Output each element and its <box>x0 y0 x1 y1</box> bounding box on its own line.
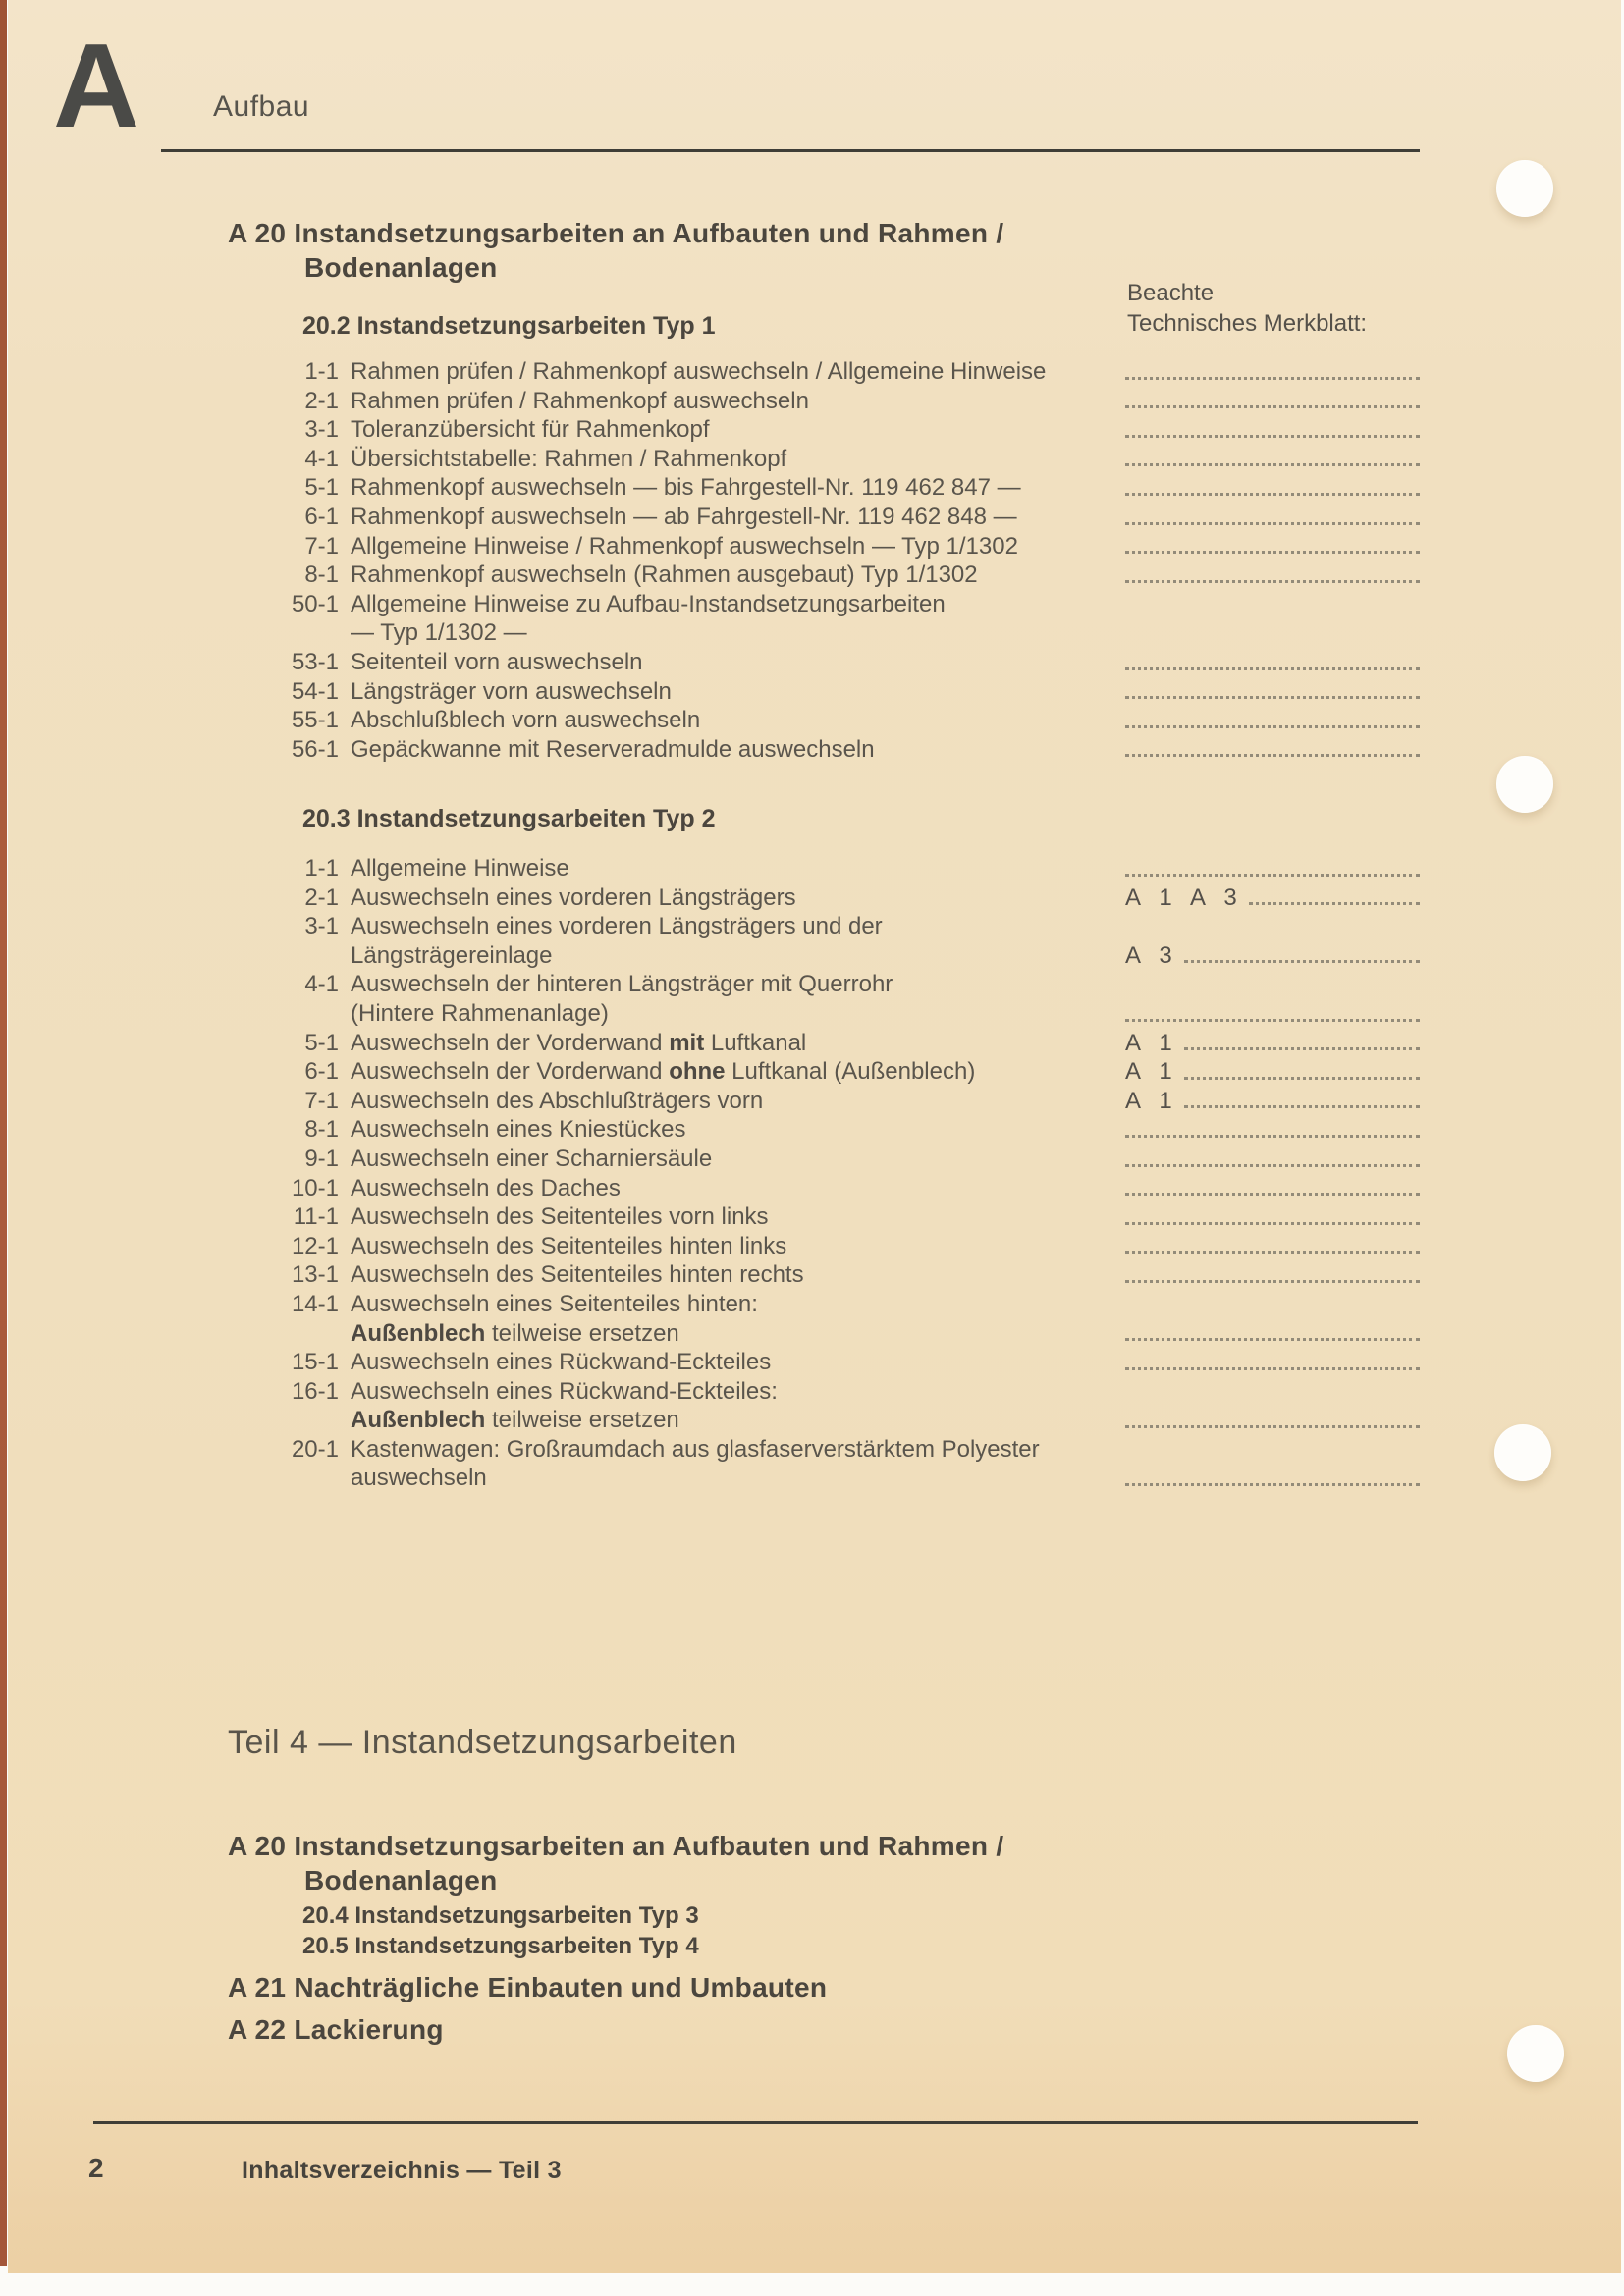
toc-item <box>351 999 1420 1029</box>
item-number: 5-1 <box>304 1029 339 1056</box>
toc-item <box>291 1174 1420 1203</box>
dotted-leader <box>1125 1193 1420 1196</box>
dotted-leader <box>1184 1047 1420 1050</box>
toc-item <box>351 618 1420 648</box>
toc-item <box>304 1115 1420 1145</box>
item-number: 11-1 <box>293 1203 339 1231</box>
item-number: 1-1 <box>304 358 339 385</box>
item-text: Übersichtstabelle: Rahmen / Rahmenkopf <box>351 445 787 472</box>
leader-column <box>1125 1464 1420 1493</box>
part4-a20-heading-line2: Bodenanlagen <box>304 1864 498 1896</box>
item-text: Rahmen prüfen / Rahmenkopf auswechseln <box>351 387 809 414</box>
leader-column <box>1125 854 1420 883</box>
merkblatt-ref: A 1 <box>1125 1087 1174 1114</box>
toc-item <box>304 883 1420 913</box>
toc-item <box>304 1087 1420 1116</box>
item-number: 50-1 <box>291 590 339 617</box>
toc-item <box>304 503 1420 532</box>
leader-column <box>1125 561 1420 590</box>
toc-item <box>304 1057 1420 1087</box>
item-number: 2-1 <box>304 883 339 911</box>
item-text: auswechseln <box>351 1465 487 1492</box>
leader-column <box>1125 1087 1420 1116</box>
toc-item <box>291 1435 1420 1465</box>
leader-column <box>1125 883 1420 913</box>
item-number: 8-1 <box>304 1116 339 1144</box>
item-number: 56-1 <box>291 735 339 763</box>
leader-column <box>1125 999 1420 1029</box>
dotted-leader <box>1125 725 1420 728</box>
subsection-202-title: 20.2 Instandsetzungsarbeiten Typ 1 <box>302 312 716 340</box>
toc-item <box>304 1145 1420 1174</box>
item-text: Auswechseln des Daches <box>351 1174 621 1201</box>
leader-column <box>1125 415 1420 445</box>
punch-hole <box>1494 1424 1551 1481</box>
toc-item <box>351 1319 1420 1349</box>
item-number: 55-1 <box>291 707 339 734</box>
item-text: Auswechseln einer Scharniersäule <box>351 1145 713 1172</box>
dotted-leader <box>1125 1019 1420 1022</box>
leader-column <box>1125 445 1420 474</box>
chapter-label: Aufbau <box>213 90 310 123</box>
item-number: 4-1 <box>304 971 339 998</box>
toc-item <box>293 1202 1420 1232</box>
toc-item <box>351 941 1420 971</box>
item-text: (Hintere Rahmenanlage) <box>351 999 609 1027</box>
toc-item <box>304 357 1420 387</box>
item-number: 8-1 <box>304 561 339 589</box>
item-text: Auswechseln eines vorderen Längsträgers und der <box>351 913 883 940</box>
dotted-leader <box>1125 1251 1420 1254</box>
toc-list-typ2 <box>291 854 1420 1493</box>
item-text: Gepäckwanne mit Reserveradmulde auswechseln <box>351 735 875 763</box>
leader-column <box>1125 387 1420 416</box>
item-number: 5-1 <box>304 474 339 502</box>
leader-column <box>1125 1057 1420 1087</box>
toc-item <box>291 1377 1420 1407</box>
item-text: Außenblech teilweise ersetzen <box>351 1407 679 1434</box>
item-number: 4-1 <box>304 445 339 472</box>
item-number: 15-1 <box>291 1349 339 1376</box>
part4-a20-heading <box>228 1830 1003 1897</box>
leader-column <box>1125 1348 1420 1377</box>
item-text: Auswechseln eines Kniestückes <box>351 1116 686 1144</box>
toc-item <box>304 445 1420 474</box>
item-text: — Typ 1/1302 — <box>351 619 527 647</box>
section-a20-heading-line2: Bodenanlagen <box>304 251 498 283</box>
leader-column <box>1125 1202 1420 1232</box>
toc-item <box>304 561 1420 590</box>
item-number: 6-1 <box>304 503 339 530</box>
merkblatt-ref: A 1 <box>1125 1029 1174 1056</box>
part4-title: Teil 4 — Instandsetzungsarbeiten <box>228 1724 737 1761</box>
item-number: 14-1 <box>291 1290 339 1317</box>
chapter-letter: A <box>53 19 140 152</box>
toc-item <box>291 1260 1420 1290</box>
toc-item <box>351 1464 1420 1493</box>
item-text: Auswechseln eines Rückwand-Eckteiles <box>351 1349 772 1376</box>
leader-column <box>1125 1145 1420 1174</box>
toc-item <box>291 648 1420 677</box>
leader-column <box>1125 1029 1420 1058</box>
dotted-leader <box>1125 551 1420 554</box>
item-number: 53-1 <box>291 648 339 675</box>
item-text: Auswechseln eines Rückwand-Eckteiles: <box>351 1377 778 1405</box>
item-text: Rahmen prüfen / Rahmenkopf auswechseln / Allgemeine Hinweise <box>351 358 1047 385</box>
item-text: Längsträgereinlage <box>351 941 553 969</box>
item-text: Auswechseln der Vorderwand mit Luftkanal <box>351 1029 807 1056</box>
item-text: Abschlußblech vorn auswechseln <box>351 707 701 734</box>
item-number: 16-1 <box>291 1377 339 1405</box>
toc-item <box>304 387 1420 416</box>
merkblatt-ref: A 3 <box>1125 941 1174 969</box>
leader-column <box>1125 706 1420 735</box>
punch-hole <box>1507 2025 1564 2082</box>
section-a22-heading: A 22 Lackierung <box>228 2014 444 2045</box>
item-text: Rahmenkopf auswechseln — ab Fahrgestell-Nr. 119 462 848 — <box>351 503 1017 530</box>
item-number: 54-1 <box>291 677 339 705</box>
item-number: 20-1 <box>291 1435 339 1463</box>
item-number: 1-1 <box>304 855 339 881</box>
dotted-leader <box>1125 580 1420 583</box>
item-number: 10-1 <box>291 1174 339 1201</box>
merkblatt-ref: A 1 A 3 <box>1125 883 1239 911</box>
dotted-leader <box>1125 1164 1420 1167</box>
dotted-leader <box>1125 1280 1420 1283</box>
item-number: 2-1 <box>304 387 339 414</box>
toc-item <box>291 1348 1420 1377</box>
leader-column <box>1125 677 1420 707</box>
subsection-204-title: 20.4 Instandsetzungsarbeiten Typ 3 <box>302 1902 699 1929</box>
item-text: Auswechseln der Vorderwand ohne Luftkanal (Außenblech) <box>351 1058 976 1086</box>
item-number: 6-1 <box>304 1058 339 1086</box>
dotted-leader <box>1125 435 1420 438</box>
leader-column <box>1125 503 1420 532</box>
dotted-leader <box>1125 377 1420 380</box>
item-text: Auswechseln der hinteren Längsträger mit Querrohr <box>351 971 893 998</box>
item-text: Allgemeine Hinweise <box>351 855 569 881</box>
leader-column <box>1125 1232 1420 1261</box>
merkblatt-note-line1: Beachte <box>1127 280 1215 306</box>
header-rule <box>161 149 1420 152</box>
dotted-leader <box>1125 696 1420 699</box>
toc-item <box>304 912 1420 941</box>
item-number: 7-1 <box>304 532 339 560</box>
dotted-leader <box>1125 1135 1420 1138</box>
leader-column <box>1125 357 1420 387</box>
item-text: Außenblech teilweise ersetzen <box>351 1319 679 1347</box>
leader-column <box>1125 473 1420 503</box>
toc-item <box>304 854 1420 883</box>
item-text: Allgemeine Hinweise / Rahmenkopf auswechseln — Typ 1/1302 <box>351 532 1018 560</box>
leader-column <box>1125 648 1420 677</box>
toc-item <box>304 532 1420 561</box>
dotted-leader <box>1125 1367 1420 1370</box>
item-text: Kastenwagen: Großraumdach aus glasfaserverstärktem Polyester <box>351 1435 1040 1463</box>
item-text: Toleranzübersicht für Rahmenkopf <box>351 416 710 444</box>
punch-hole <box>1496 756 1553 813</box>
dotted-leader <box>1125 874 1420 877</box>
item-text: Längsträger vorn auswechseln <box>351 677 672 705</box>
dotted-leader <box>1125 405 1420 408</box>
dotted-leader <box>1125 1338 1420 1341</box>
item-text: Auswechseln des Seitenteiles hinten links <box>351 1232 787 1259</box>
toc-item <box>291 1290 1420 1319</box>
dotted-leader <box>1184 1077 1420 1080</box>
toc-item <box>351 1406 1420 1435</box>
dotted-leader <box>1125 1483 1420 1486</box>
subsection-203-title: 20.3 Instandsetzungsarbeiten Typ 2 <box>302 805 716 832</box>
dotted-leader <box>1125 667 1420 670</box>
dotted-leader <box>1184 960 1420 963</box>
leader-column <box>1125 1319 1420 1349</box>
toc-list-typ1 <box>291 357 1420 764</box>
section-a20-heading <box>228 217 1003 285</box>
toc-item <box>304 1029 1420 1058</box>
dotted-leader <box>1184 1105 1420 1108</box>
page-number: 2 <box>88 2153 104 2183</box>
toc-item <box>291 735 1420 765</box>
dotted-leader <box>1125 463 1420 466</box>
dotted-leader <box>1125 754 1420 757</box>
item-text: Auswechseln des Abschlußträgers vorn <box>351 1087 764 1114</box>
subsection-205-title: 20.5 Instandsetzungsarbeiten Typ 4 <box>302 1933 699 1959</box>
toc-item <box>291 677 1420 707</box>
dotted-leader <box>1125 1425 1420 1428</box>
item-text: Rahmenkopf auswechseln — bis Fahrgestell-Nr. 119 462 847 — <box>351 474 1021 502</box>
toc-item <box>304 970 1420 999</box>
item-number: 7-1 <box>304 1087 339 1114</box>
item-text: Auswechseln des Seitenteiles vorn links <box>351 1203 769 1231</box>
dotted-leader <box>1125 1222 1420 1225</box>
item-text: Auswechseln des Seitenteiles hinten rechts <box>351 1261 804 1289</box>
item-number: 3-1 <box>304 913 339 940</box>
item-number: 12-1 <box>291 1232 339 1259</box>
item-text: Rahmenkopf auswechseln (Rahmen ausgebaut) Typ 1/1302 <box>351 561 978 589</box>
leader-column <box>1125 1115 1420 1145</box>
section-a20-heading-line1: A 20 Instandsetzungsarbeiten an Aufbauten und Rahmen / <box>228 218 1004 248</box>
item-text: Auswechseln eines Seitenteiles hinten: <box>351 1290 758 1317</box>
dotted-leader <box>1249 902 1420 905</box>
section-a21-heading: A 21 Nachträgliche Einbauten und Umbauten <box>228 1972 828 2002</box>
leader-column <box>1125 532 1420 561</box>
toc-item <box>291 706 1420 735</box>
leader-column <box>1125 1260 1420 1290</box>
leader-column <box>1125 941 1420 971</box>
toc-item <box>291 1232 1420 1261</box>
part4-a20-heading-line1: A 20 Instandsetzungsarbeiten an Aufbauten und Rahmen / <box>228 1831 1004 1861</box>
merkblatt-note <box>1127 279 1367 339</box>
merkblatt-note-line2: Technisches Merkblatt: <box>1127 309 1368 337</box>
item-number: 3-1 <box>304 416 339 444</box>
leader-column <box>1125 735 1420 765</box>
item-text: Allgemeine Hinweise zu Aufbau-Instandsetzungsarbeiten <box>351 590 946 617</box>
toc-item <box>291 590 1420 619</box>
leader-column <box>1125 1174 1420 1203</box>
punch-hole <box>1496 160 1553 217</box>
footer-title: Inhaltsverzeichnis — Teil 3 <box>242 2157 562 2184</box>
footer-rule <box>93 2121 1418 2124</box>
item-number: 9-1 <box>304 1145 339 1172</box>
item-text: Auswechseln eines vorderen Längsträgers <box>351 883 796 911</box>
item-number: 13-1 <box>291 1261 339 1289</box>
scan-left-edge <box>0 0 7 2266</box>
dotted-leader <box>1125 493 1420 496</box>
item-text: Seitenteil vorn auswechseln <box>351 648 643 675</box>
merkblatt-ref: A 1 <box>1125 1058 1174 1086</box>
dotted-leader <box>1125 522 1420 525</box>
leader-column <box>1125 1406 1420 1435</box>
toc-item <box>304 415 1420 445</box>
toc-item <box>304 473 1420 503</box>
